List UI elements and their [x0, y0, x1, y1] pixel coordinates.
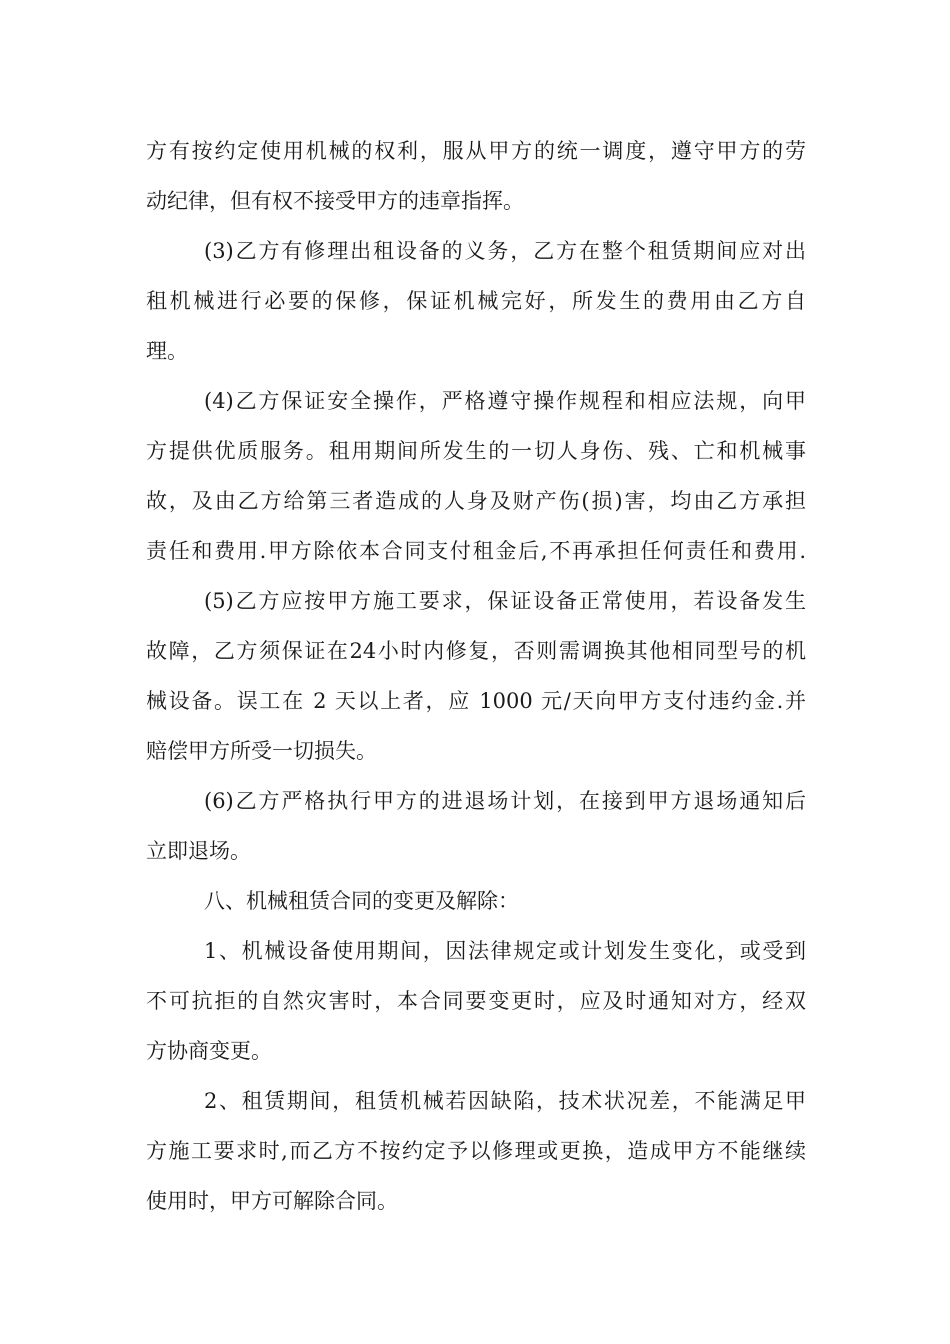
text-line: 方提供优质服务。租用期间所发生的一切人身伤、残、亡和机械事: [146, 439, 806, 463]
paragraph-6-start: (6)乙方严格执行甲方的进退场计划，在接到甲方退场通知后: [204, 789, 806, 813]
text-line: 不可抗拒的自然灾害时，本合同要变更时，应及时通知对方，经双: [146, 989, 806, 1013]
text-line: 故障，乙方须保证在24小时内修复，否则需调换其他相同型号的机: [146, 639, 806, 663]
clause-2-start: 2、租赁期间，租赁机械若因缺陷，技术状况差，不能满足甲: [204, 1089, 806, 1113]
text-line: 使用时，甲方可解除合同。: [146, 1189, 398, 1213]
text-line: 方施工要求时,而乙方不按约定予以修理或更换，造成甲方不能继续: [146, 1139, 806, 1163]
paragraph-3-start: (3)乙方有修理出租设备的义务，乙方在整个租赁期间应对出: [204, 239, 806, 263]
text-line: 理。: [146, 339, 188, 363]
text-line: 械设备。误工在 2 天以上者，应 1000 元/天向甲方支付违约金.并: [146, 689, 806, 713]
text-line: 方协商变更。: [146, 1039, 272, 1063]
text-line: 故，及由乙方给第三者造成的人身及财产伤(损)害，均由乙方承担: [146, 489, 806, 513]
section-heading-8: 八、机械租赁合同的变更及解除：: [204, 889, 519, 913]
text-line: 租机械进行必要的保修，保证机械完好，所发生的费用由乙方自: [146, 289, 806, 313]
text-line: 赔偿甲方所受一切损失。: [146, 739, 377, 763]
text-line: 动纪律，但有权不接受甲方的违章指挥。: [146, 189, 524, 213]
text-line: 方有按约定使用机械的权利，服从甲方的统一调度，遵守甲方的劳: [146, 139, 806, 163]
paragraph-4-start: (4)乙方保证安全操作，严格遵守操作规程和相应法规，向甲: [204, 389, 806, 413]
paragraph-5-start: (5)乙方应按甲方施工要求，保证设备正常使用，若设备发生: [204, 589, 806, 613]
text-line: 立即退场。: [146, 839, 251, 863]
clause-1-start: 1、机械设备使用期间，因法律规定或计划发生变化，或受到: [204, 939, 806, 963]
text-line: 责任和费用.甲方除依本合同支付租金后,不再承担任何责任和费用.: [146, 539, 806, 563]
